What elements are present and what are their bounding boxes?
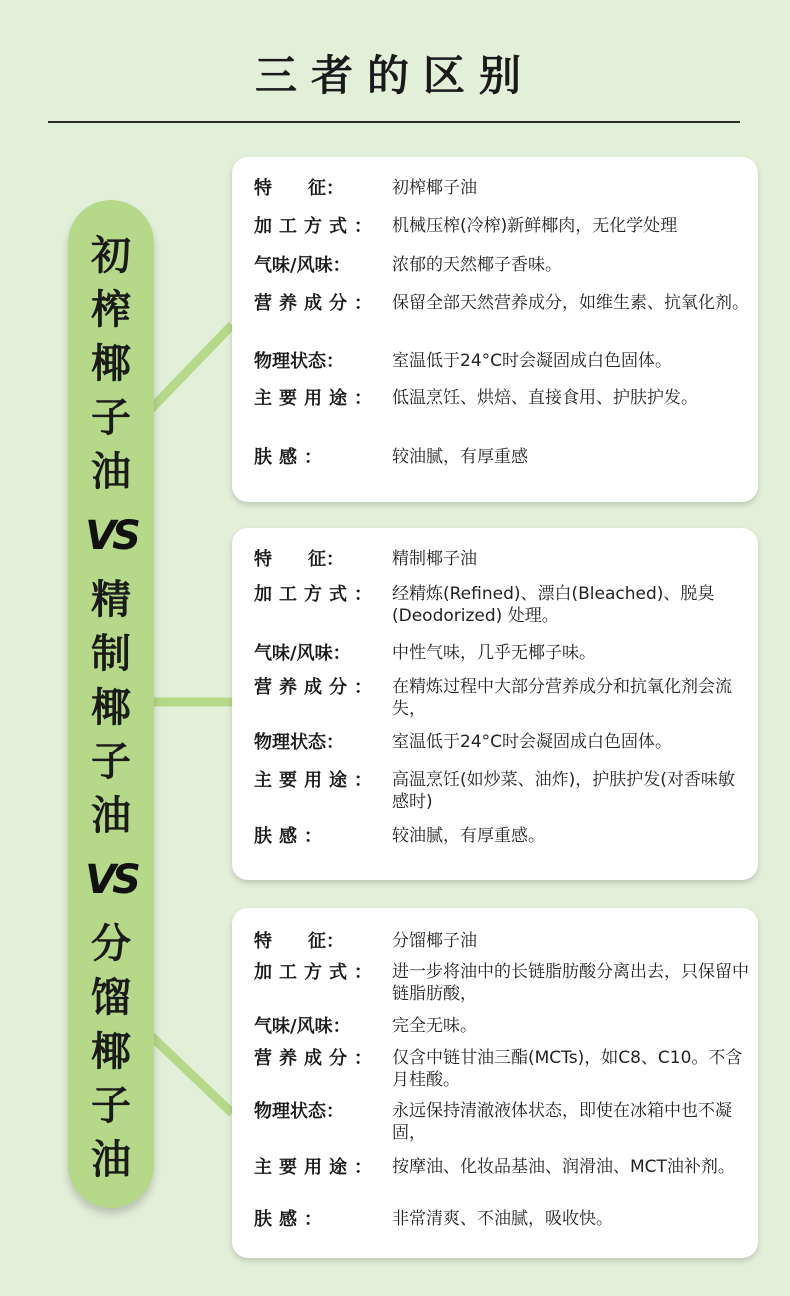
pill-char: 精 [91,576,131,623]
row-value: 室温低于24°C时会凝固成白色固体。 [392,732,673,752]
row-label: 肤感： [254,1209,329,1230]
pill-char: 椰 [91,1028,131,1075]
row-label: 主要用途： [254,1157,379,1178]
row-value: 永远保持清澈液体状态，即使在冰箱中也不凝固， [392,1101,732,1143]
row-label: 加工方式： [254,584,379,605]
vs-mark: VS [85,857,137,903]
row-label: 主要用途： [254,388,379,409]
row-label: 加工方式： [254,216,379,237]
pill-char: 子 [91,1082,131,1129]
row-label: 气味/风味： [254,643,351,664]
card-virgin-coconut-oil [232,157,758,502]
row-value: 高温烹饪(如炒菜、油炸)，护肤护发(对香味敏感时) [392,770,735,812]
row-label: 物理状态： [254,351,344,372]
row-label: 营养成分： [254,1048,379,1069]
row-value: 经精炼(Refined)、漂白(Bleached)、脱臭(Deodorized) 处理。 [392,584,715,626]
row-value: 进一步将油中的长链脂肪酸分离出去，只保留中链脂肪酸， [392,962,749,1004]
row-value: 仅含中链甘油三酯(MCTs)，如C8、C10。不含月桂酸。 [392,1048,743,1090]
pill-char: 油 [91,792,131,839]
row-value: 保留全部天然营养成分，如维生素、抗氧化剂。 [392,293,749,313]
row-label: 肤感： [254,826,329,847]
pill-char: 初 [91,232,131,279]
row-label: 物理状态： [254,1101,344,1122]
pill-char: 椰 [91,340,131,387]
vs-mark: VS [85,513,137,559]
row-label: 营养成分： [254,293,379,314]
row-label: 营养成分： [254,677,379,698]
row-label: 肤感： [254,447,329,468]
row-label: 特 征： [254,549,344,570]
card-fractionated-coconut-oil [232,908,758,1258]
card-refined-coconut-oil [232,528,758,880]
row-value: 完全无味。 [392,1016,477,1036]
row-label: 加工方式： [254,962,379,983]
row-label: 特 征： [254,178,344,199]
row-label: 气味/风味： [254,255,351,276]
row-value: 低温烹饪、烘焙、直接食用、护肤护发。 [392,388,698,408]
row-value: 室温低于24°C时会凝固成白色固体。 [392,351,673,371]
row-value: 中性气味，几乎无椰子味。 [392,643,596,663]
page-title: 三者的区别 [254,51,535,100]
row-value: 分馏椰子油 [392,931,477,951]
connector-line-3 [150,1035,232,1113]
pill-char: 子 [91,394,131,441]
row-label: 主要用途： [254,770,379,791]
row-value: 在精炼过程中大部分营养成分和抗氧化剂会流失， [392,677,732,719]
row-value: 非常清爽、不油腻，吸收快。 [392,1209,613,1229]
row-label: 物理状态： [254,732,344,753]
pill-char: 制 [91,630,131,677]
row-label: 特 征： [254,931,344,952]
pill-char: 分 [91,920,131,967]
pill-char: 油 [91,448,131,495]
comparison-pill [68,200,154,1208]
row-value: 按摩油、化妆品基油、润滑油、MCT油补剂。 [392,1157,735,1177]
row-value: 机械压榨(冷榨)新鲜椰肉，无化学处理 [392,216,678,236]
row-label: 气味/风味： [254,1016,351,1037]
row-value: 精制椰子油 [392,549,477,569]
pill-char: 子 [91,738,131,785]
row-value: 初榨椰子油 [392,178,477,198]
connector-line-1 [150,325,232,410]
row-value: 较油腻，有厚重感 [392,447,528,467]
pill-char: 榨 [91,286,131,333]
row-value: 较油腻，有厚重感。 [392,826,545,846]
pill-char: 油 [91,1136,131,1183]
pill-char: 椰 [91,684,131,731]
row-value: 浓郁的天然椰子香味。 [392,255,562,275]
pill-char: 馏 [91,974,131,1021]
